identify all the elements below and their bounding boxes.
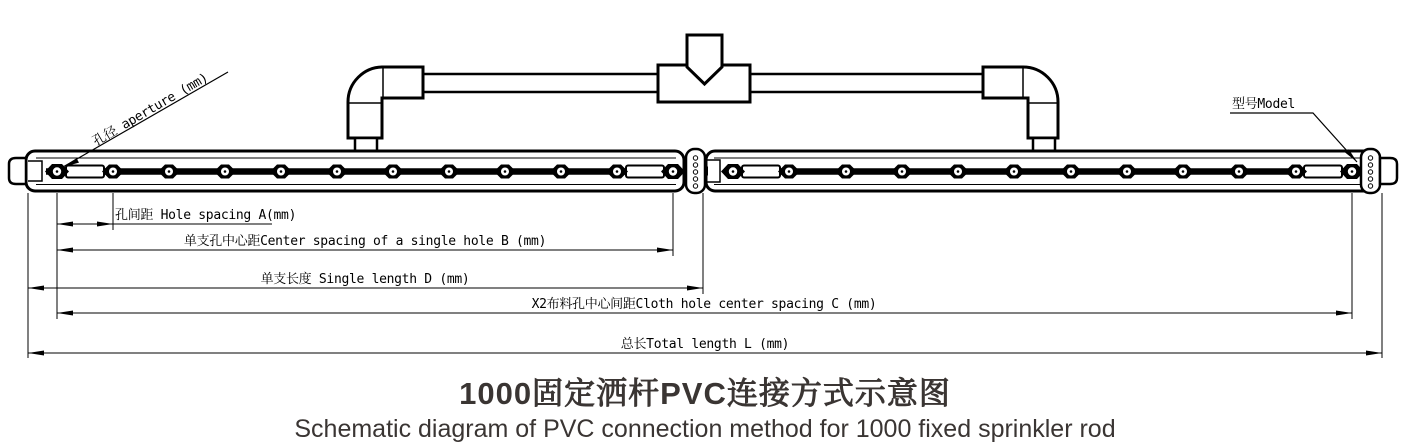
dimension-cloth-hole-spacing-c — [57, 296, 1352, 316]
callout-label-aperture: 孔径 aperture (mm) — [90, 70, 211, 150]
pipe-tube-left — [423, 74, 658, 92]
rod-slot — [1304, 166, 1342, 178]
diagram-title-en: Schematic diagram of PVC connection method for 1000 fixed sprinkler rod — [294, 415, 1116, 443]
dimension-hole-spacing-a — [57, 207, 296, 227]
threaded-coupler-middle — [686, 149, 705, 193]
dimension-label-d: 单支长度 Single length D (mm) — [260, 272, 470, 287]
dimension-total-length-l — [28, 337, 1382, 356]
end-cap-right — [1380, 158, 1397, 184]
sprinkler-rod-right — [700, 151, 1380, 191]
dimension-single-length-d — [28, 271, 703, 291]
dimension-label-l: 总长Total length L (mm) — [620, 337, 790, 352]
callout-label-model: 型号Model — [1232, 97, 1296, 112]
sprinkler-rod-left — [26, 151, 685, 191]
rod-slot — [626, 166, 664, 178]
diagram-title-cn: 1000固定洒杆PVC连接方式示意图 — [459, 376, 951, 411]
dimension-label-a: 孔间距 Hole spacing A(mm) — [115, 208, 297, 223]
dimension-center-spacing-b — [57, 233, 673, 253]
elbow-fitting-right — [983, 67, 1058, 153]
pvc-pipe-assembly — [348, 35, 1058, 153]
elbow-fitting-left — [348, 67, 423, 153]
dimension-label-c: X2布料孔中心间距Cloth hole center spacing C (mm) — [531, 297, 877, 312]
dimension-label-b: 单支孔中心距Center spacing of a single hole B (mm) — [183, 234, 547, 249]
rod-slot — [66, 166, 104, 178]
threaded-coupler-right — [1361, 149, 1380, 193]
pipe-tube-right — [750, 74, 983, 92]
rod-slot — [742, 166, 780, 178]
tee-fitting — [658, 35, 750, 102]
end-cap-left — [9, 158, 26, 184]
